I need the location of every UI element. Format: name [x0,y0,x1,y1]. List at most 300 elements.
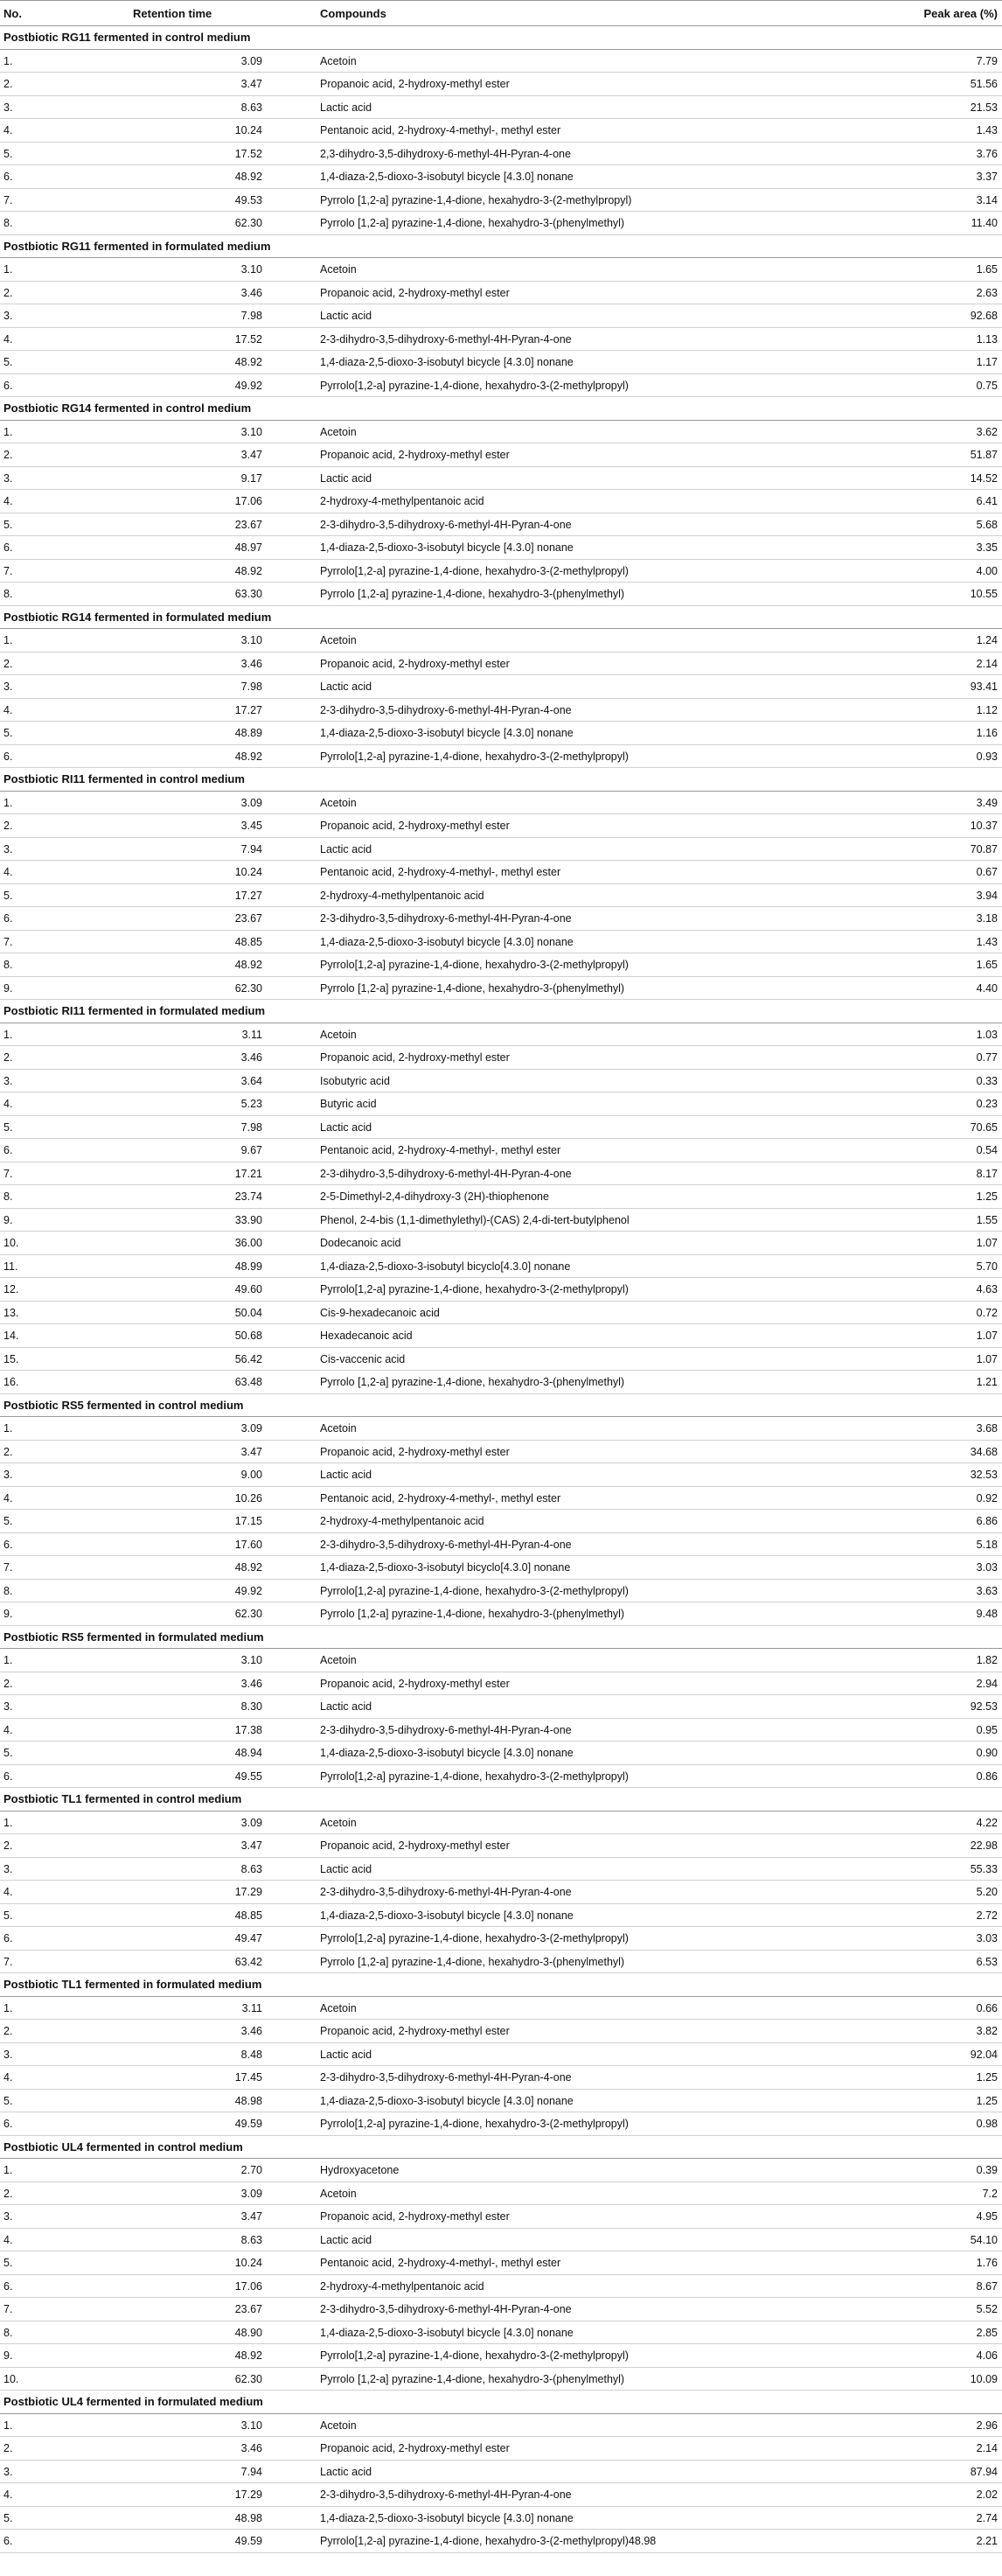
cell-peak-area: 1.82 [976,1654,998,1666]
cell-peak-area: 1.43 [976,124,998,136]
cell-no: 2. [3,820,13,832]
cell-compound: Propanoic acid, 2-hydroxy-methyl ester [320,2442,510,2454]
table-row [0,1904,1002,1928]
cell-compound: Hexadecanoic acid [320,1330,413,1342]
cell-compound: 1,4-diaza-2,5-dioxo-3-isobutyl bicycle [4.3.0] nonane [320,1909,574,1922]
cell-no: 15. [3,1352,19,1365]
cell-peak-area: 51.56 [970,78,998,90]
cell-no: 4. [3,124,13,136]
cell-no: 1. [3,425,13,438]
cell-peak-area: 0.90 [976,1747,998,1759]
cell-peak-area: 3.49 [976,796,998,809]
cell-peak-area: 1.25 [976,1190,998,1203]
cell-compound: Acetoin [320,2419,357,2432]
cell-compound: Pentanoic acid, 2-hydroxy-4-methyl-, methyl ester [320,1491,561,1504]
cell-peak-area: 3.68 [976,1422,998,1435]
table-row [0,1510,1002,1533]
cell-no: 2. [3,449,13,461]
cell-peak-area: 3.03 [976,1561,998,1574]
cell-compound: Acetoin [320,1816,357,1829]
table-row [0,536,1002,560]
cell-peak-area: 1.17 [976,356,998,368]
cell-no: 13. [3,1306,19,1319]
cell-peak-area: 6.86 [976,1515,998,1527]
cell-peak-area: 3.37 [976,171,998,183]
cell-compound: 2-3-dihydro-3,5-dihydroxy-6-methyl-4H-Pyran-4-one [320,332,572,346]
table-row [0,2414,1002,2438]
table-row [0,722,1002,745]
cell-peak-area: 21.53 [970,101,998,114]
cell-compound: 2-3-dihydro-3,5-dihydroxy-6-methyl-4H-Pyran-4-one [320,703,572,716]
cell-retention-time: 17.29 [234,2489,262,2501]
table-row [0,1302,1002,1325]
section-title: Postbiotic RG11 fermented in formulated medium [3,239,271,253]
table-row [0,50,1002,73]
cell-retention-time: 3.10 [240,1654,262,1666]
cell-retention-time: 17.60 [234,1538,262,1551]
table-row [0,2112,1002,2136]
cell-retention-time: 2.70 [240,2164,262,2176]
section-title-row [0,768,1002,792]
cell-peak-area: 0.39 [976,2164,998,2176]
cell-compound: Pyrrolo [1,2-a] pyrazine-1,4-dione, hexahydro-3-(phenylmethyl) [320,981,625,995]
cell-peak-area: 34.68 [970,1445,998,1458]
cell-no: 2. [3,657,13,670]
cell-peak-area: 1.03 [976,1028,998,1041]
cell-peak-area: 1.12 [976,703,998,716]
table-row [0,1834,1002,1858]
cell-retention-time: 3.09 [240,54,262,67]
cell-compound: Lactic acid [320,1120,372,1134]
cell-compound: Pyrrolo[1,2-a] pyrazine-1,4-dione, hexahydro-3-(2-methylpropyl) [320,379,629,392]
table-row [0,629,1002,653]
cell-retention-time: 5.23 [240,1098,262,1110]
cell-compound: Acetoin [320,54,357,67]
table-row [0,2043,1002,2067]
cell-compound: Acetoin [320,263,357,276]
cell-retention-time: 62.30 [234,981,262,995]
cell-peak-area: 1.76 [976,2257,998,2269]
table-row [0,2344,1002,2368]
cell-no: 1. [3,2419,13,2432]
table-row [0,374,1002,398]
cell-retention-time: 8.30 [240,1700,262,1713]
table-row [0,1232,1002,1255]
section-title: Postbiotic TL1 fermented in control medium [3,1792,242,1805]
table-row [0,2461,1002,2484]
table-row [0,212,1002,235]
table-row [0,1719,1002,1742]
cell-no: 4. [3,2489,13,2501]
cell-no: 1. [3,263,13,276]
cell-peak-area: 1.07 [976,1237,998,1249]
cell-retention-time: 3.47 [240,1445,262,1458]
cell-retention-time: 48.92 [234,171,262,183]
cell-retention-time: 9.17 [240,471,262,485]
cell-compound: Pyrrolo [1,2-a] pyrazine-1,4-dione, hexahydro-3-(phenylmethyl) [320,1376,625,1388]
cell-no: 5. [3,2511,13,2524]
cell-peak-area: 0.33 [976,1074,998,1087]
cell-no: 1. [3,2001,13,2014]
cell-no: 7. [3,1955,13,1968]
cell-retention-time: 17.27 [234,703,262,716]
cell-peak-area: 10.37 [970,820,998,832]
cell-compound: Acetoin [320,425,357,438]
cell-no: 5. [3,727,13,739]
cell-no: 7. [3,564,13,577]
section-title-row [0,26,1002,50]
table-row [0,513,1002,537]
cell-peak-area: 1.25 [976,2094,998,2107]
cell-retention-time: 3.10 [240,425,262,438]
cell-compound: Propanoic acid, 2-hydroxy-methyl ester [320,1840,510,1852]
cell-peak-area: 70.65 [970,1120,998,1134]
cell-compound: 2-3-dihydro-3,5-dihydroxy-6-methyl-4H-Pyran-4-one [320,1723,572,1736]
cell-peak-area: 1.55 [976,1213,998,1226]
cell-peak-area: 3.14 [976,193,998,206]
cell-no: 10. [3,2372,19,2385]
table-row [0,675,1002,699]
cell-peak-area: 0.77 [976,1051,998,1064]
table-row [0,907,1002,931]
cell-peak-area: 0.66 [976,2001,998,2014]
table-row [0,2321,1002,2345]
cell-retention-time: 23.74 [234,1190,262,1203]
cell-no: 3. [3,101,13,114]
cell-retention-time: 3.45 [240,820,262,832]
cell-no: 7. [3,935,13,948]
cell-retention-time: 7.98 [240,310,262,322]
table-row [0,73,1002,96]
cell-compound: Pyrrolo [1,2-a] pyrazine-1,4-dione, hexahydro-3-(2-methylpropyl) [320,193,632,206]
table-row [0,1116,1002,1140]
cell-no: 8. [3,1190,13,1203]
cell-retention-time: 48.97 [234,541,262,554]
cell-compound: Propanoic acid, 2-hydroxy-methyl ester [320,286,510,299]
cell-peak-area: 10.55 [970,588,998,600]
cell-peak-area: 0.23 [976,1098,998,1110]
cell-no: 4. [3,1491,13,1504]
table-row [0,1417,1002,1441]
cell-no: 5. [3,1515,13,1527]
cell-peak-area: 4.06 [976,2349,998,2362]
cell-compound: Lactic acid [320,1469,372,1481]
table-row [0,1255,1002,1279]
section-title-row [0,2391,1002,2414]
cell-no: 6. [3,2535,13,2547]
cell-peak-area: 1.25 [976,2071,998,2084]
section-title-row [0,1626,1002,1650]
cell-retention-time: 3.46 [240,286,262,299]
table-row [0,931,1002,954]
cell-retention-time: 48.92 [234,1561,262,1574]
cell-compound: Hydroxyacetone [320,2164,400,2176]
cell-retention-time: 48.90 [234,2326,262,2339]
section-title-row [0,2136,1002,2160]
section-title-row [0,235,1002,259]
cell-retention-time: 17.15 [234,1515,262,1527]
cell-peak-area: 92.53 [970,1700,998,1713]
table-row [0,1139,1002,1162]
cell-peak-area: 0.98 [976,2118,998,2130]
table-row [0,1324,1002,1348]
table-row [0,745,1002,769]
cell-retention-time: 3.10 [240,634,262,646]
cell-no: 6. [3,2118,13,2130]
cell-compound: Propanoic acid, 2-hydroxy-methyl ester [320,1677,510,1690]
table-row [0,2507,1002,2531]
cell-retention-time: 8.63 [240,1862,262,1875]
cell-no: 2. [3,2442,13,2454]
cell-compound: 1,4-diaza-2,5-dioxo-3-isobutyl bicycle [4.3.0] nonane [320,2094,574,2107]
table-row [0,560,1002,583]
cell-peak-area: 10.09 [970,2372,998,2385]
cell-no: 6. [3,1144,13,1156]
table-row [0,1070,1002,1093]
cell-compound: Propanoic acid, 2-hydroxy-methyl ester [320,78,510,90]
cell-peak-area: 5.70 [976,1260,998,1273]
table-row [0,2368,1002,2391]
cell-retention-time: 48.92 [234,750,262,763]
table-row [0,1997,1002,2021]
table-row [0,443,1002,467]
cell-no: 7. [3,1561,13,1574]
cell-no: 5. [3,2257,13,2269]
cell-no: 16. [3,1376,19,1388]
cell-compound: Lactic acid [320,1700,372,1713]
cell-retention-time: 7.98 [240,1120,262,1134]
cell-peak-area: 1.07 [976,1352,998,1365]
cell-peak-area: 5.18 [976,1538,998,1551]
cell-retention-time: 48.99 [234,1260,262,1273]
section-title: Postbiotic RI11 fermented in formulated medium [3,1004,266,1017]
cell-peak-area: 1.13 [976,332,998,346]
cell-retention-time: 3.10 [240,2419,262,2432]
cell-compound: Lactic acid [320,101,372,114]
table-row [0,977,1002,1001]
cell-compound: Lactic acid [320,471,372,485]
cell-compound: Pyrrolo[1,2-a] pyrazine-1,4-dione, hexahydro-3-(2-methylpropyl) [320,564,629,577]
table-row [0,1742,1002,1765]
cell-retention-time: 62.30 [234,2372,262,2385]
cell-retention-time: 3.11 [241,2001,262,2014]
cell-compound: Propanoic acid, 2-hydroxy-methyl ester [320,2025,510,2037]
cell-retention-time: 3.09 [240,1816,262,1829]
cell-no: 14. [3,1330,19,1342]
table-row [0,2530,1002,2553]
table-row [0,1881,1002,1904]
cell-compound: Pyrrolo [1,2-a] pyrazine-1,4-dione, hexahydro-3-(phenylmethyl) [320,217,625,229]
cell-compound: Isobutyric acid [320,1074,390,1087]
cell-no: 6. [3,2279,13,2293]
section-title: Postbiotic RG14 fermented in control medium [3,401,252,415]
table-row [0,1858,1002,1881]
cell-compound: 2-hydroxy-4-methylpentanoic acid [320,1515,484,1527]
cell-peak-area: 0.86 [976,1770,998,1783]
cell-peak-area: 4.95 [976,2210,998,2223]
cell-compound: 1,4-diaza-2,5-dioxo-3-isobutyl bicycle [4.3.0] nonane [320,541,574,554]
cell-no: 2. [3,78,13,90]
cell-no: 3. [3,1469,13,1481]
cell-peak-area: 2.14 [976,657,998,670]
cell-peak-area: 2.63 [976,286,998,299]
table-row [0,1023,1002,1047]
cell-no: 4. [3,1886,13,1898]
cell-retention-time: 49.55 [234,1770,262,1783]
cell-compound: Propanoic acid, 2-hydroxy-methyl ester [320,657,510,670]
table-row [0,1209,1002,1232]
table-row [0,2298,1002,2321]
cell-compound: Acetoin [320,1422,357,1435]
cell-peak-area: 93.41 [970,681,998,693]
cell-retention-time: 17.38 [234,1723,262,1736]
cell-compound: Pyrrolo [1,2-a] pyrazine-1,4-dione, hexahydro-3-(phenylmethyl) [320,588,625,600]
cell-compound: Lactic acid [320,2233,372,2246]
cell-no: 8. [3,2326,13,2339]
section-title-row [0,1788,1002,1812]
cell-peak-area: 14.52 [970,471,998,485]
cell-no: 6. [3,541,13,554]
cell-retention-time: 17.29 [234,1886,262,1898]
header-compounds: Compounds [320,7,386,20]
cell-compound: 2-3-dihydro-3,5-dihydroxy-6-methyl-4H-Pyran-4-one [320,1167,572,1180]
cell-no: 5. [3,1909,13,1922]
cell-no: 9. [3,1608,13,1620]
table-header [0,0,1002,26]
cell-no: 4. [3,2071,13,2084]
cell-no: 4. [3,1098,13,1110]
table-row [0,653,1002,676]
table-row [0,1487,1002,1511]
cell-retention-time: 48.98 [234,2511,262,2524]
cell-peak-area: 4.00 [976,564,998,577]
cell-compound: 1,4-diaza-2,5-dioxo-3-isobutyl bicyclo[4.3.0] nonane [320,1260,571,1273]
cell-no: 3. [3,2210,13,2223]
cell-compound: Propanoic acid, 2-hydroxy-methyl ester [320,2210,510,2223]
cell-retention-time: 23.67 [234,912,262,925]
cell-no: 7. [3,1167,13,1180]
section-title: Postbiotic RG11 fermented in control medium [3,31,251,44]
cell-compound: Cis-vaccenic acid [320,1352,406,1365]
cell-no: 4. [3,703,13,716]
cell-compound: Acetoin [320,796,357,809]
cell-no: 2. [3,1445,13,1458]
cell-no: 5. [3,147,13,160]
cell-peak-area: 1.07 [976,1330,998,1342]
section-title-row [0,397,1002,421]
cell-retention-time: 3.47 [240,449,262,461]
cell-no: 8. [3,588,13,600]
table-row [0,953,1002,977]
cell-no: 7. [3,2303,13,2315]
cell-compound: Pentanoic acid, 2-hydroxy-4-methyl-, methyl ester [320,1144,561,1156]
cell-compound: 2,3-dihydro-3,5-dihydroxy-6-methyl-4H-Pyran-4-one [320,147,571,160]
cell-compound: Lactic acid [320,842,372,855]
cell-no: 9. [3,981,13,995]
cell-peak-area: 1.43 [976,935,998,948]
cell-compound: Pyrrolo[1,2-a] pyrazine-1,4-dione, hexahydro-3-(2-methylpropyl) [320,750,629,763]
cell-retention-time: 3.46 [240,2025,262,2037]
cell-no: 5. [3,1120,13,1134]
cell-no: 6. [3,750,13,763]
table-row [0,1927,1002,1951]
cell-peak-area: 11.40 [971,217,998,229]
cell-retention-time: 23.67 [234,2303,262,2315]
table-row [0,165,1002,189]
table-row [0,699,1002,723]
cell-retention-time: 3.09 [240,796,262,809]
cell-compound: Phenol, 2-4-bis (1,1-dimethylethyl)-(CAS) 2,4-di-tert-butylphenol [320,1213,630,1226]
table-row [0,1556,1002,1580]
cell-compound: 2-3-dihydro-3,5-dihydroxy-6-methyl-4H-Pyran-4-one [320,912,572,925]
cell-peak-area: 1.65 [976,263,998,276]
cell-no: 4. [3,1723,13,1736]
cell-retention-time: 48.89 [234,727,262,739]
cell-retention-time: 33.90 [234,1213,262,1226]
cell-no: 5. [3,518,13,531]
cell-retention-time: 7.94 [240,842,262,855]
cell-compound: 1,4-diaza-2,5-dioxo-3-isobutyl bicycle [4.3.0] nonane [320,171,574,183]
section-title-row [0,1394,1002,1418]
cell-compound: Pyrrolo[1,2-a] pyrazine-1,4-dione, hexahydro-3-(2-methylpropyl) [320,2349,629,2362]
cell-peak-area: 2.14 [976,2442,998,2454]
cell-compound: Lactic acid [320,310,372,322]
cell-peak-area: 8.17 [976,1167,998,1180]
cell-compound: Lactic acid [320,2465,372,2478]
cell-no: 3. [3,2465,13,2478]
cell-peak-area: 0.95 [976,1723,998,1736]
cell-retention-time: 17.52 [234,147,262,160]
cell-compound: 2-3-dihydro-3,5-dihydroxy-6-methyl-4H-Pyran-4-one [320,2071,572,2084]
cell-peak-area: 2.94 [976,1677,998,1690]
table-row [0,814,1002,838]
cell-no: 4. [3,495,13,507]
table-row [0,1046,1002,1070]
cell-retention-time: 3.47 [240,1840,262,1852]
section-title-row [0,1000,1002,1023]
cell-retention-time: 49.47 [234,1932,262,1944]
section-title: Postbiotic RG14 fermented in formulated medium [3,610,272,624]
table-row [0,1580,1002,1603]
cell-no: 6. [3,912,13,925]
table-row [0,490,1002,513]
cell-peak-area: 3.82 [976,2025,998,2037]
cell-peak-area: 55.33 [970,1862,998,1875]
cell-no: 8. [3,217,13,229]
cell-compound: Pentanoic acid, 2-hydroxy-4-methyl-, methyl ester [320,2257,561,2269]
cell-no: 1. [3,1028,13,1041]
cell-no: 3. [3,1862,13,1875]
table-row [0,351,1002,374]
cell-peak-area: 22.98 [970,1840,998,1852]
table-row [0,1348,1002,1372]
cell-peak-area: 3.76 [976,147,998,160]
cell-peak-area: 0.93 [976,750,998,763]
table-row [0,2229,1002,2252]
table-row [0,2437,1002,2461]
cell-compound: Propanoic acid, 2-hydroxy-methyl ester [320,820,510,832]
cell-no: 2. [3,286,13,299]
cell-peak-area: 3.03 [976,1932,998,1944]
cell-no: 2. [3,2187,13,2200]
cell-no: 4. [3,2233,13,2246]
cell-no: 3. [3,2048,13,2061]
table-row [0,884,1002,908]
cell-peak-area: 32.53 [970,1469,998,1481]
cell-retention-time: 48.92 [234,2349,262,2362]
cell-no: 6. [3,171,13,183]
cell-peak-area: 3.62 [976,425,998,438]
